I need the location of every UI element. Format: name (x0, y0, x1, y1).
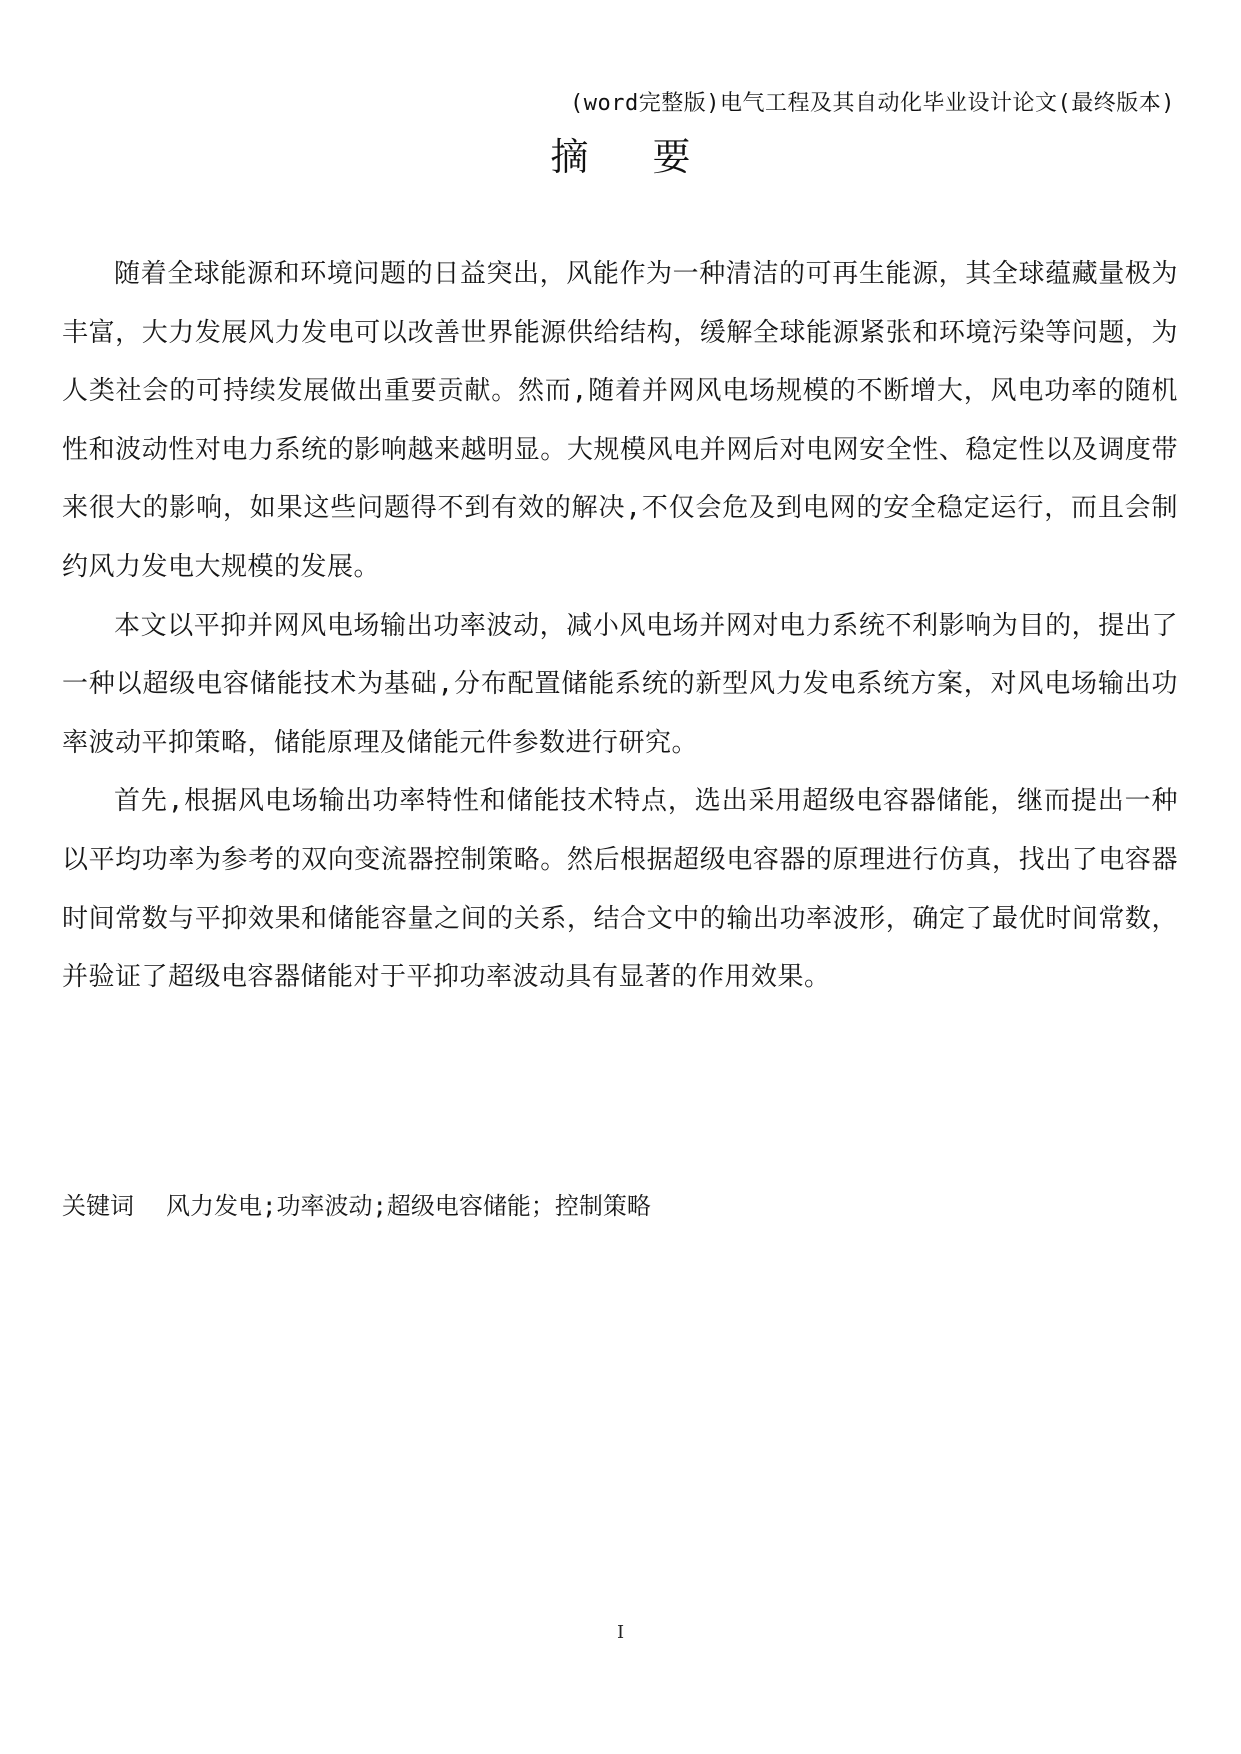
abstract-paragraph-3: 首先,根据风电场输出功率特性和储能技术特点，选出采用超级电容器储能，继而提出一种以平均功率为参考的双向变流器控制策略。然后根据超级电容器的原理进行仿真，找出了电容器时间常数与平抑效果和储能容量之间的关系，结合文中的输出功率波形，确定了最优时间常数，并验证了超级电容器储能对于平抑功率波动具有显著的作用效果。 (62, 786, 1178, 993)
running-header: (word完整版)电气工程及其自动化毕业设计论文(最终版本) (570, 91, 1175, 116)
abstract-title: 摘 要 (550, 135, 717, 179)
keywords-text: 风力发电;功率波动;超级电容储能；控制策略 (166, 1192, 651, 1220)
abstract-body (62, 245, 1178, 1007)
page-number: I (616, 1622, 625, 1643)
keywords-line (62, 1186, 651, 1221)
abstract-paragraph-2: 本文以平抑并网风电场输出功率波动，减小风电场并网对电力系统不利影响为目的，提出了一种以超级电容储能技术为基础,分布配置储能系统的新型风力发电系统方案，对风电场输出功率波动平抑策略，储能原理及储能元件参数进行研究。 (62, 610, 1178, 758)
keywords-label: 关键词 (62, 1192, 134, 1220)
abstract-paragraph-1: 随着全球能源和环境问题的日益突出，风能作为一种清洁的可再生能源，其全球蕴藏量极为丰富，大力发展风力发电可以改善世界能源供给结构，缓解全球能源紧张和环境污染等问题，为人类社会的可持续发展做出重要贡献。然而,随着并网风电场规模的不断增大，风电功率的随机性和波动性对电力系统的影响越来越明显。大规模风电并网后对电网安全性、稳定性以及调度带来很大的影响，如果这些问题得不到有效的解决,不仅会危及到电网的安全稳定运行，而且会制约风力发电大规模的发展。 (62, 259, 1178, 582)
